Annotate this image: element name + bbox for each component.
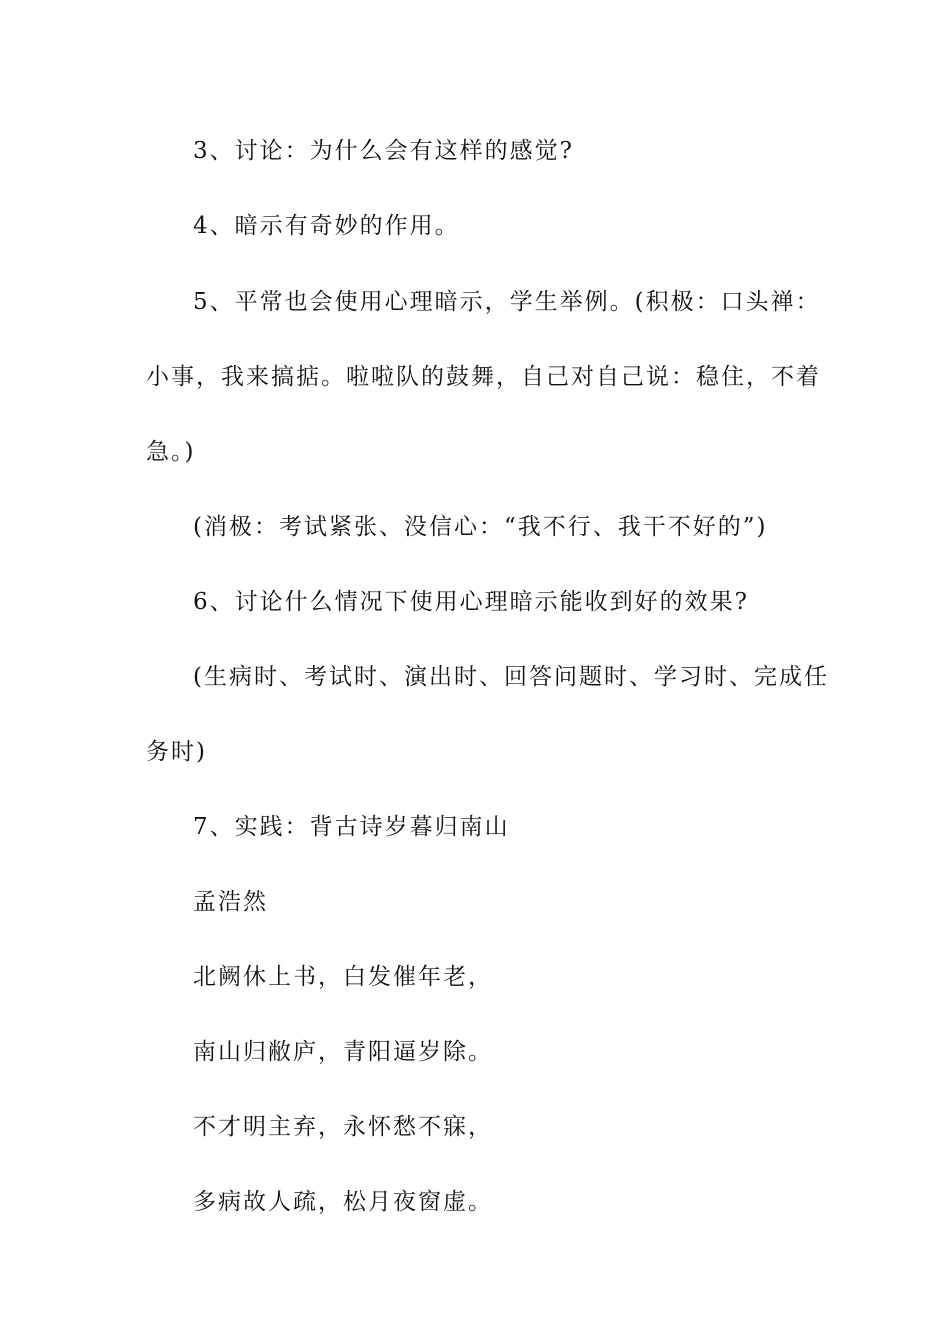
- paragraph-item-3-discussion: 3、讨论：为什么会有这样的感觉?: [193, 138, 574, 164]
- paragraph-item-7-practice: 7、实践：背古诗岁暮归南山: [193, 814, 510, 840]
- paragraph-negative-example: (消极：考试紧张、没信心：“我不行、我干不好的”): [193, 514, 768, 540]
- paragraph-situations-line-2: 务时): [146, 739, 207, 765]
- poem-line-1: 北阙休上书，白发催年老，: [193, 964, 493, 990]
- poem-author: 孟浩然: [193, 889, 268, 915]
- paragraph-item-6-discussion: 6、讨论什么情况下使用心理暗示能收到好的效果?: [193, 589, 749, 615]
- poem-line-2: 南山归敝庐，青阳逼岁除。: [193, 1039, 493, 1065]
- paragraph-item-4-suggestion: 4、暗示有奇妙的作用。: [193, 213, 460, 239]
- paragraph-item-5-line-3: 急。): [146, 439, 196, 465]
- poem-line-4: 多病故人疏，松月夜窗虚。: [193, 1189, 493, 1215]
- paragraph-item-5-line-1: 5、平常也会使用心理暗示，学生举例。(积极：口头禅：: [193, 289, 821, 315]
- paragraph-situations-line-1: (生病时、考试时、演出时、回答问题时、学习时、完成任: [193, 664, 829, 690]
- poem-line-3: 不才明主弃，永怀愁不寐，: [193, 1114, 493, 1140]
- paragraph-item-5-line-2: 小事，我来搞掂。啦啦队的鼓舞，自己对自己说：稳住，不着: [146, 364, 821, 390]
